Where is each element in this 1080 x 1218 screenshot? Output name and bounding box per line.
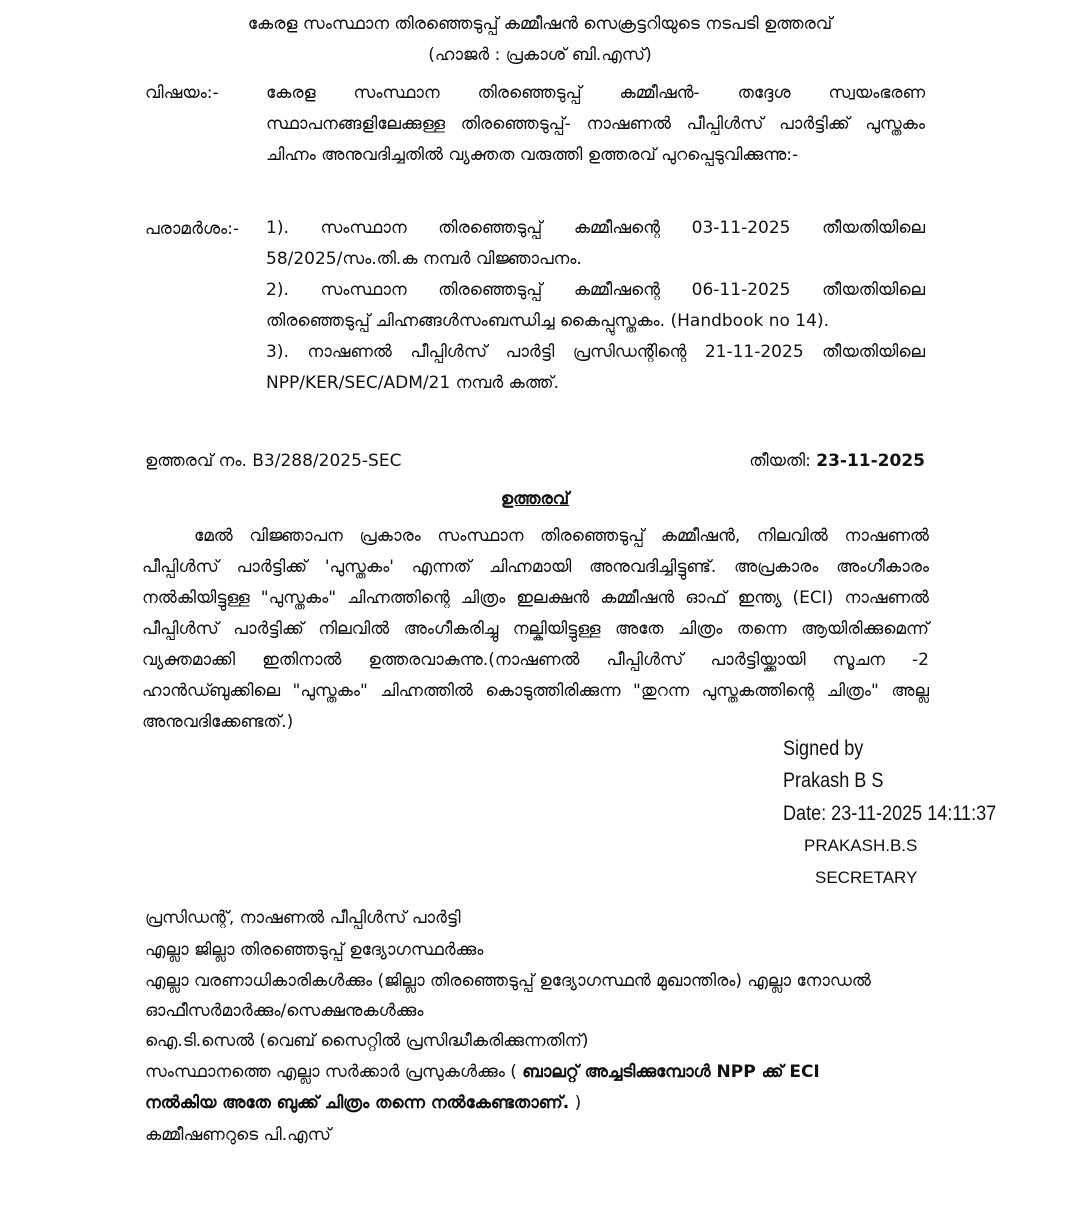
order-body-line: പീപ്പിൾസ് പാർട്ടിക്ക് നിലവിൽ അംഗീകരിച്ചു നല്കിയിട്ടുള്ള അതേ ചിത്രം തന്നെ ആയിരിക്കുമെന്ന് bbox=[142, 619, 929, 639]
subject-label: വിഷയം:- bbox=[145, 83, 219, 103]
reference-line: 58/2025/സം.തി.ക നമ്പർ വിജ്ഞാപനം. bbox=[266, 249, 582, 269]
order-number: ഉത്തരവ് നം. B3/288/2025-SEC bbox=[145, 451, 402, 471]
subject-line: കേരള സംസ്ഥാന തിരഞ്ഞെടുപ്പ് കമ്മീഷൻ- തദ്ദേശ സ്വയംഭരണ bbox=[266, 83, 925, 103]
reference-line: 2). സംസ്ഥാന തിരഞ്ഞെടുപ്പ് കമ്മീഷന്റെ 06-11-2025 തീയതിയിലെ bbox=[266, 280, 925, 300]
recipient: കമ്മീഷണറുടെ പി.എസ് bbox=[145, 1125, 331, 1145]
order-date-value: 23-11-2025 bbox=[816, 451, 925, 471]
signature-date: Date: 23-11-2025 14:11:37 bbox=[783, 802, 997, 825]
recipient-press-cont bbox=[145, 1093, 581, 1113]
recipient-press bbox=[145, 1062, 820, 1082]
order-date-label: തീയതി: bbox=[749, 451, 811, 471]
order-body-line: പീപ്പിൾസ് പാർട്ടിക്ക് 'പുസ്തകം' എന്നത് ചിഹ്നമായി അനുവദിച്ചിട്ടുണ്ട്. അപ്രകാരം അംഗീകാരം bbox=[142, 557, 929, 577]
order-body-line: നൽകിയിട്ടുള്ള "പുസ്തകം" ചിഹ്നത്തിന്റെ ചിത്രം ഇലക്ഷൻ കമ്മീഷൻ ഓഫ് ഇന്ത്യ (ECI) നാഷണൽ bbox=[142, 588, 929, 608]
reference-line: 3). നാഷണൽ പീപ്പിൾസ് പാർട്ടി പ്രസിഡന്റിന്റെ 21-11-2025 തീയതിയിലെ bbox=[266, 342, 925, 362]
reference-line: NPP/KER/SEC/ADM/21 നമ്പർ കത്ത്. bbox=[266, 373, 559, 393]
recipient: ഓഫീസർമാർക്കും/സെക്ഷനുകൾക്കും bbox=[145, 1001, 424, 1021]
order-body bbox=[142, 521, 929, 738]
order-body-line: വ്യക്തമാക്കി ഇതിനാൽ ഉത്തരവാകുന്നു.(നാഷണൽ പീപ്പിൾസ് പാർട്ടിയ്ക്കായി സൂചന -2 bbox=[142, 650, 929, 670]
officer-designation: SECRETARY bbox=[815, 868, 918, 887]
officer-name: PRAKASH.B.S bbox=[804, 836, 918, 855]
reference-1 bbox=[266, 213, 925, 275]
references-label: പരാമർശം:- bbox=[145, 219, 240, 239]
order-body-line: മേൽ വിജ്ഞാപന പ്രകാരം സംസ്ഥാന തിരഞ്ഞെടുപ്പ് കമ്മീഷൻ, നിലവിൽ നാഷണൽ bbox=[194, 526, 929, 546]
press-note: നൽകിയ അതേ ബുക്ക് ചിത്രം തന്നെ നൽകേണ്ടതാണ്. bbox=[145, 1093, 570, 1113]
reference-3 bbox=[266, 337, 925, 399]
recipient: എല്ലാ ജില്ലാ തിരഞ്ഞെടുപ്പ് ഉദ്യോഗസ്ഥർക്കും bbox=[145, 940, 484, 960]
subject-line: ചിഹ്നം അനുവദിച്ചതിൽ വ്യക്തത വരുത്തി ഉത്തരവ് പുറപ്പെടുവിക്കുന്നു:- bbox=[266, 145, 799, 165]
reference-2 bbox=[266, 275, 925, 337]
order-body-line: ഹാൻഡ്ബുക്കിലെ "പുസ്തകം" ചിഹ്നത്തിൽ കൊടുത്തിരിക്കുന്ന "തുറന്ന പുസ്തകത്തിന്റെ ചിത്രം" അല്ല bbox=[142, 681, 929, 701]
document-title: കേരള സംസ്ഥാന തിരഞ്ഞെടുപ്പ് കമ്മീഷൻ സെക്രട്ടറിയുടെ നടപടി ഉത്തരവ് bbox=[247, 14, 833, 34]
recipient: ഐ.ടി.സെൽ (വെബ് സൈറ്റിൽ പ്രസിദ്ധീകരിക്കുന്നതിന്) bbox=[145, 1031, 589, 1051]
present-officer: (ഹാജർ : പ്രകാശ് ബി.എസ്) bbox=[428, 45, 652, 65]
subject-text bbox=[266, 78, 925, 171]
recipient: എല്ലാ വരണാധികാരികൾക്കും (ജില്ലാ തിരഞ്ഞെടുപ്പ് ഉദ്യോഗസ്ഥൻ മുഖാന്തിരം) എല്ലാ നോഡൽ bbox=[145, 971, 871, 991]
recipient: പ്രസിഡന്റ്, നാഷണൽ പീപ്പിൾസ് പാർട്ടി bbox=[145, 908, 461, 928]
press-suffix: ) bbox=[574, 1093, 582, 1113]
reference-line: തിരഞ്ഞെടുപ്പ് ചിഹ്നങ്ങൾസംബന്ധിച്ച കൈപ്പുസ്തകം. (Handbook no 14). bbox=[266, 311, 829, 331]
subject-line: സ്ഥാപനങ്ങളിലേക്കുള്ള തിരഞ്ഞെടുപ്പ്- നാഷണൽ പീപ്പിൾസ് പാർട്ടിക്ക് പുസ്തകം bbox=[266, 114, 925, 134]
signer-name: Prakash B S bbox=[783, 769, 884, 792]
press-note: ബാലറ്റ് അച്ചടിക്കുമ്പോൾ NPP ക്ക് ECI bbox=[522, 1062, 820, 1082]
reference-line: 1). സംസ്ഥാന തിരഞ്ഞെടുപ്പ് കമ്മീഷന്റെ 03-11-2025 തീയതിയിലെ bbox=[266, 218, 925, 238]
press-prefix: സംസ്ഥാനത്തെ എല്ലാ സർക്കാർ പ്രസുകൾക്കും ( bbox=[145, 1062, 517, 1082]
order-date bbox=[749, 451, 925, 471]
signed-by: Signed by bbox=[783, 737, 864, 760]
order-body-line: അനുവദിക്കേണ്ടത്.) bbox=[142, 712, 294, 732]
order-heading: ഉത്തരവ് bbox=[500, 489, 570, 509]
